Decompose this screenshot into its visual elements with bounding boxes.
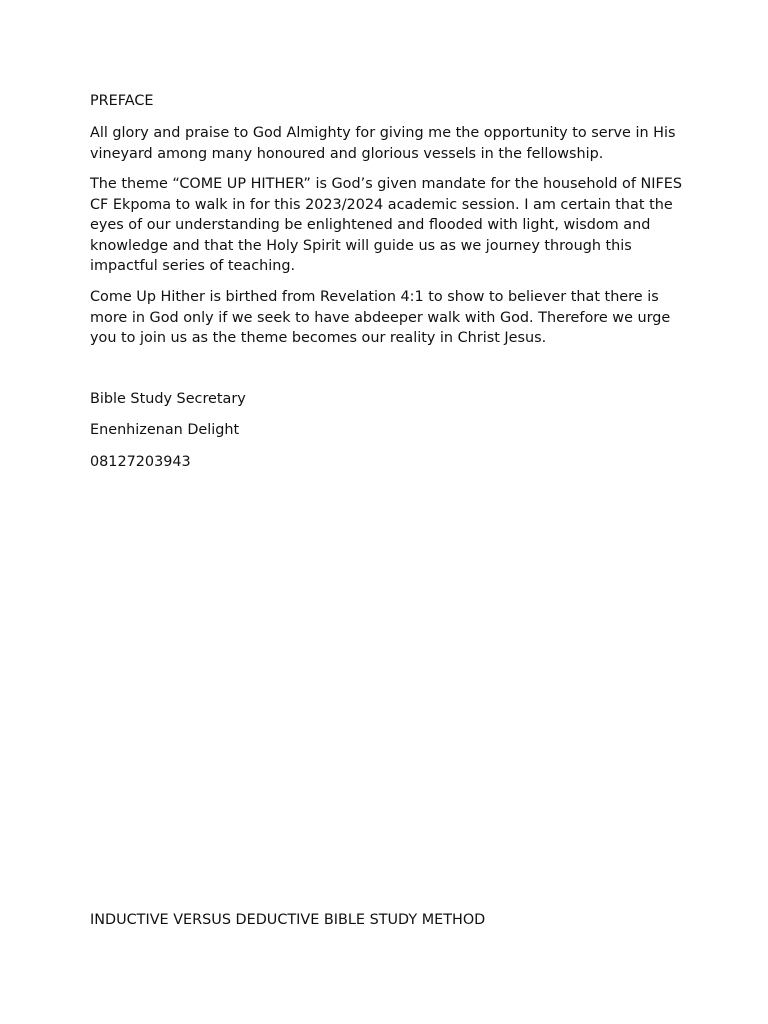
next-section-heading: INDUCTIVE VERSUS DEDUCTIVE BIBLE STUDY METHOD <box>90 912 486 928</box>
signature-name: Enenhizenan Delight <box>90 422 240 438</box>
signature-phone: 08127203943 <box>90 454 191 470</box>
preface-paragraph-2: The theme “COME UP HITHER” is God’s given mandate for the household of NIFES CF Ekpoma to walk in for this 2023/2024 academic session. I am certain that the eyes of our understanding be enlightened and flooded with light, wisdom and knowledge and that the Holy Spirit will guide us as we journey through this impactful series of teaching. <box>90 176 682 275</box>
preface-heading: PREFACE <box>90 93 154 109</box>
signature-title: Bible Study Secretary <box>90 391 246 407</box>
preface-paragraph-1: All glory and praise to God Almighty for giving me the opportunity to serve in His vineyard among many honoured and glorious vessels in the fellowship. <box>90 125 676 162</box>
preface-paragraph-3: Come Up Hither is birthed from Revelation 4:1 to show to believer that there is more in God only if we seek to have abdeeper walk with God. Therefore we urge you to join us as the theme becomes our reality in Christ Jesus. <box>90 289 671 347</box>
